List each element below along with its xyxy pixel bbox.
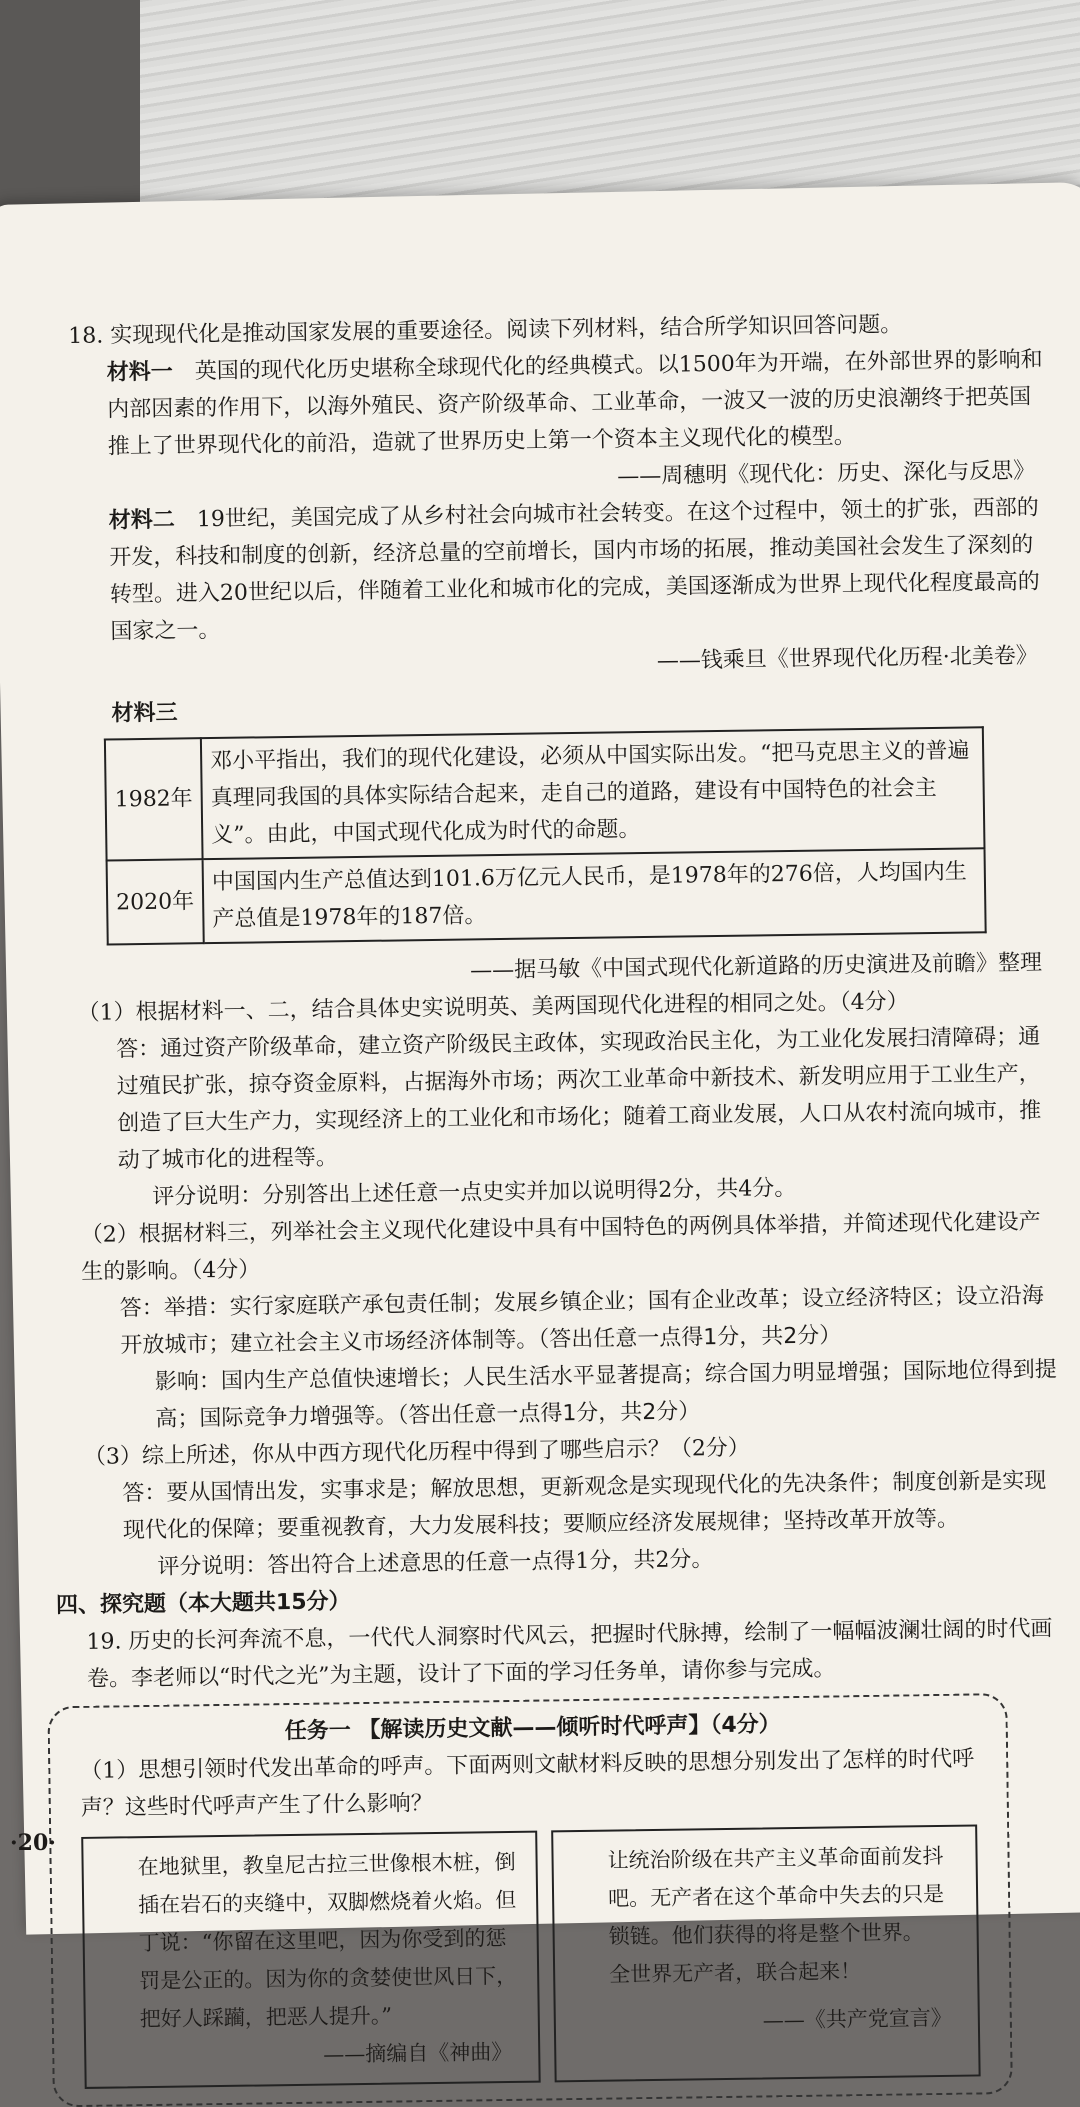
table-text: 中国国内生产总值达到101.6万亿元人民币，是1978年的276倍，人均国内生产总值是1978年的187倍。 <box>203 848 986 943</box>
sub3-scoring-note: 评分说明：答出符合上述意思的任意一点得1分，共2分。 <box>157 1547 714 1580</box>
material-2-label: 材料二 <box>108 507 176 534</box>
exam-page <box>55 304 1068 2106</box>
sub1-question: （1）根据材料一、二，结合具体史实说明英、美两国现代化进程的相同之处。（4分） <box>77 989 909 1026</box>
document-2-text: 让统治阶级在共产主义革命面前发抖吧。无产者在这个革命中失去的只是锁链。他们获得的将是整个世界。 <box>607 1843 945 1949</box>
material-1-source: ——周穗明《现代化：历史、深化与反思》 <box>617 458 1036 490</box>
q18-stem: 18. 实现现代化是推动国家发展的重要途径。阅读下列材料，结合所学知识回答问题。 <box>68 312 903 349</box>
material-1-label: 材料一 <box>106 359 173 386</box>
task-1-title: 任务一 【解读历史文献——倾听时代呼声】（4分） <box>284 1712 781 1745</box>
sub2-answer-impact: 影响：国内生产总值快速增长；人民生活水平显著提高；综合国力明显增强；国际地位得到提高；国际竞争力增强等。（答出任意一点得1分，共2分） <box>154 1357 1057 1432</box>
sub2-answer-measures: 答：举措：实行家庭联产承包责任制；发展乡镇企业；国有企业改革；设立经济特区；设立沿海开放城市；建立社会主义市场经济体制等。（答出任意一点得1分，共2分） <box>119 1283 1044 1359</box>
q19-stem: 19. 历史的长河奔流不息，一代代人洞察时代风云，把握时代脉搏，绘制了一幅幅波澜壮阔的时代画卷。李老师以“时代之光”为主题，设计了下面的学习任务单，请你参与完成。 <box>86 1616 1053 1692</box>
desk-shadow <box>0 0 140 230</box>
material-1-text: 英国的现代化历史堪称全球现代化的经典模式。以1500年为开端，在外部世界的影响和内部因素的作用下，以海外殖民、资产阶级革命、工业革命，一波又一波的历史浪潮终于把英国推上了世界现代化的前沿，造就了世界历史上第一个资本主义现代化的模型。 <box>107 347 1043 460</box>
material-3-source: ——据马敏《中国式现代化新道路的历史演进及前瞻》整理 <box>469 950 1043 984</box>
document-2-box <box>551 1824 980 2082</box>
table-text: 邓小平指出，我们的现代化建设，必须从中国实际出发。“把马克思主义的普遍真理同我国的具体实际结合起来，走自己的道路，建设有中国特色的社会主义”。由此，中国式现代化成为时代的命题。 <box>201 727 985 859</box>
table-year: 2020年 <box>107 859 204 944</box>
page-number: ·20· <box>10 1830 56 1856</box>
table-row <box>107 848 986 944</box>
material-3-table <box>104 726 987 945</box>
sub1-scoring-note: 评分说明：分别答出上述任意一点史实并加以说明得2分，共4分。 <box>152 1175 797 1210</box>
sub2-question: （2）根据材料三，列举社会主义现代化建设中具有中国特色的两例具体举措，并简述现代化建设产生的影响。（4分） <box>80 1209 1041 1285</box>
material-3-label: 材料三 <box>111 700 178 727</box>
section-4-heading: 四、探究题（本大题共15分） <box>55 1589 351 1619</box>
document-2-slogan: 全世界无产者，联合起来！ <box>609 1959 862 1987</box>
sub1-answer: 答：通过资产阶级革命，建立资产阶级民主政体，实现政治民主化，为工业化发展扫清障碍；通过殖民扩张，掠夺资金原料，占据海外市场；两次工业革命中新技术、新发明应用于工业生产，创造了巨大生产力，实现经济上的工业化和市场化；随着工商业发展，人口从农村流向城市，推动了城市化的进程等。 <box>116 1024 1042 1174</box>
table-year: 1982年 <box>105 738 203 860</box>
document-1-source: ——摘编自《神曲》 <box>323 2039 513 2067</box>
document-1-box <box>81 1831 540 2089</box>
sub3-question: （3）综上所述，你从中西方现代化历程中得到了哪些启示？（2分） <box>83 1435 751 1470</box>
document-2-source: ——《共产党宣言》 <box>762 2005 952 2033</box>
table-row <box>105 727 985 860</box>
document-1-text: 在地狱里，教皇尼古拉三世像根木桩，倒插在岩石的夹缝中，双脚燃烧着火焰。但丁说：“你留在这里吧，因为你受到的惩罚是公正的。因为你的贪婪使世风日下，把好人踩躏，把恶人提升。” <box>137 1849 518 2032</box>
task-box <box>47 1693 1013 2107</box>
document-boxes <box>81 1824 990 2089</box>
material-2-source: ——钱乘旦《世界现代化历程·北美卷》 <box>656 643 1038 674</box>
material-2-text: 19世纪，美国完成了从乡村社会向城市社会转变。在这个过程中，领土的扩张，西部的开发，科技和制度的创新，经济总量的空前增长，国内市场的拓展，推动美国社会发生了深刻的转型。进入20世纪以后，伴随着工业化和城市化的完成，美国逐渐成为世界上现代化程度最高的国家之一。 <box>109 495 1040 645</box>
sub3-answer: 答：要从国情出发，实事求是；解放思想，更新观念是实现现代化的先决条件；制度创新是实现现代化的保障；要重视教育，大力发展科技；要顺应经济发展规律；坚持改革开放等。 <box>122 1468 1047 1544</box>
task-1-question: （1）思想引领时代发出革命的呼声。下面两则文献材料反映的思想分别发出了怎样的时代呼声？这些时代呼声产生了什么影响？ <box>80 1746 975 1821</box>
